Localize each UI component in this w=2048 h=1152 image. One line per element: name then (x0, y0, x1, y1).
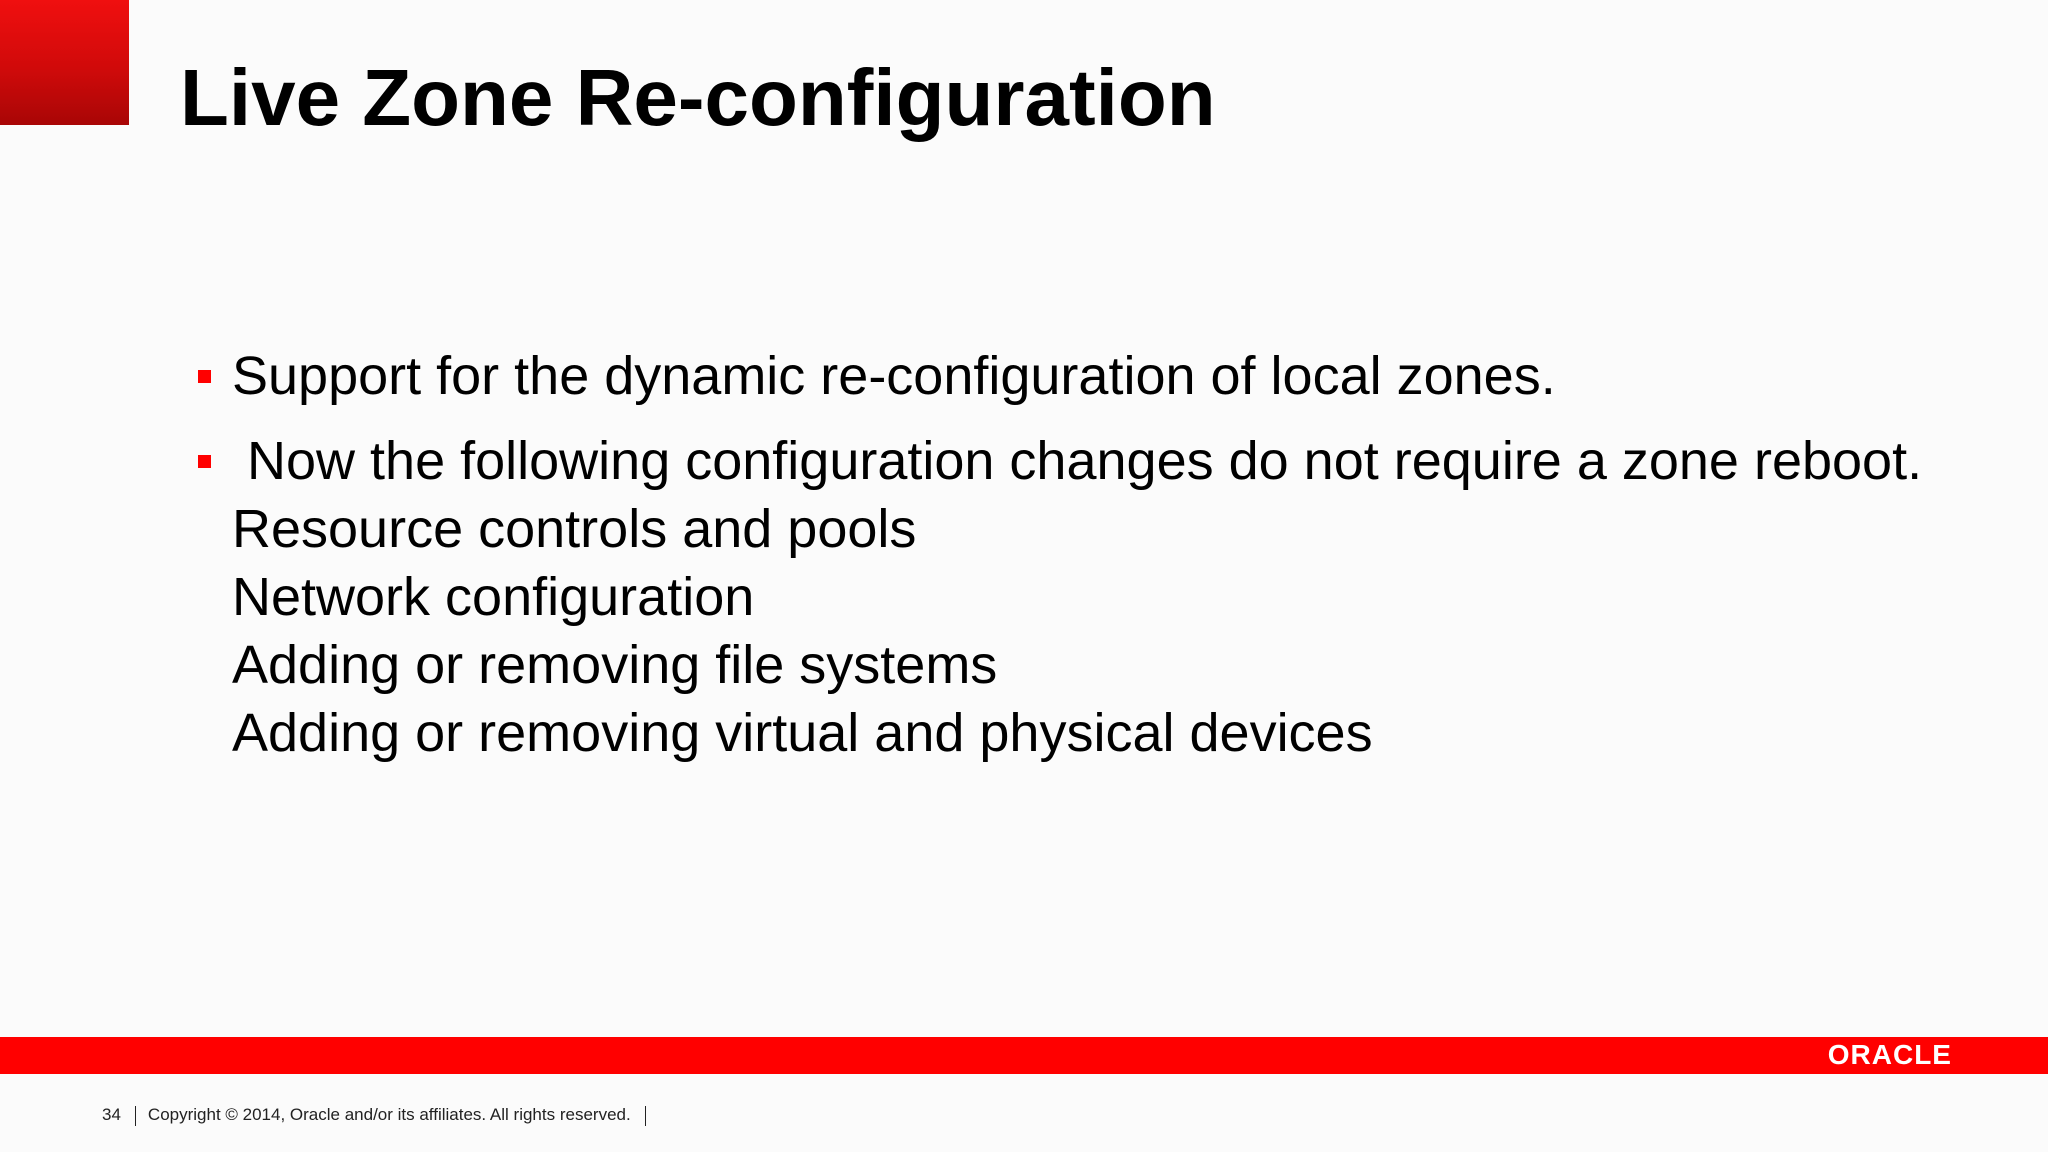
bullet-square-icon (198, 370, 211, 383)
footer-divider (135, 1106, 136, 1126)
subline-devices: Adding or removing virtual and physical devices (232, 703, 1373, 763)
footer-divider (645, 1106, 646, 1126)
bullet-item (196, 342, 2036, 410)
corner-accent-block (0, 0, 129, 125)
slide-body (196, 342, 2036, 767)
subline-network-configuration: Network configuration (232, 567, 755, 627)
bullet-square-icon (198, 455, 211, 468)
slide-title: Live Zone Re-configuration (180, 53, 1216, 142)
subline-file-systems: Adding or removing file systems (232, 635, 998, 695)
bullet-text: Now the following configuration changes do not require a zone reboot. (232, 431, 1923, 491)
bullet-item (196, 427, 2036, 767)
copyright-text: Copyright © 2014, Oracle and/or its affiliates. All rights reserved. (147, 1105, 631, 1124)
footer (102, 1104, 658, 1126)
oracle-logo: ORACLE (1827, 1039, 1952, 1070)
footer-bar (0, 1037, 2048, 1074)
bullet-text: Support for the dynamic re-configuration of local zones. (232, 346, 1556, 406)
subline-resource-controls: Resource controls and pools (232, 499, 917, 559)
page-number: 34 (102, 1105, 121, 1124)
